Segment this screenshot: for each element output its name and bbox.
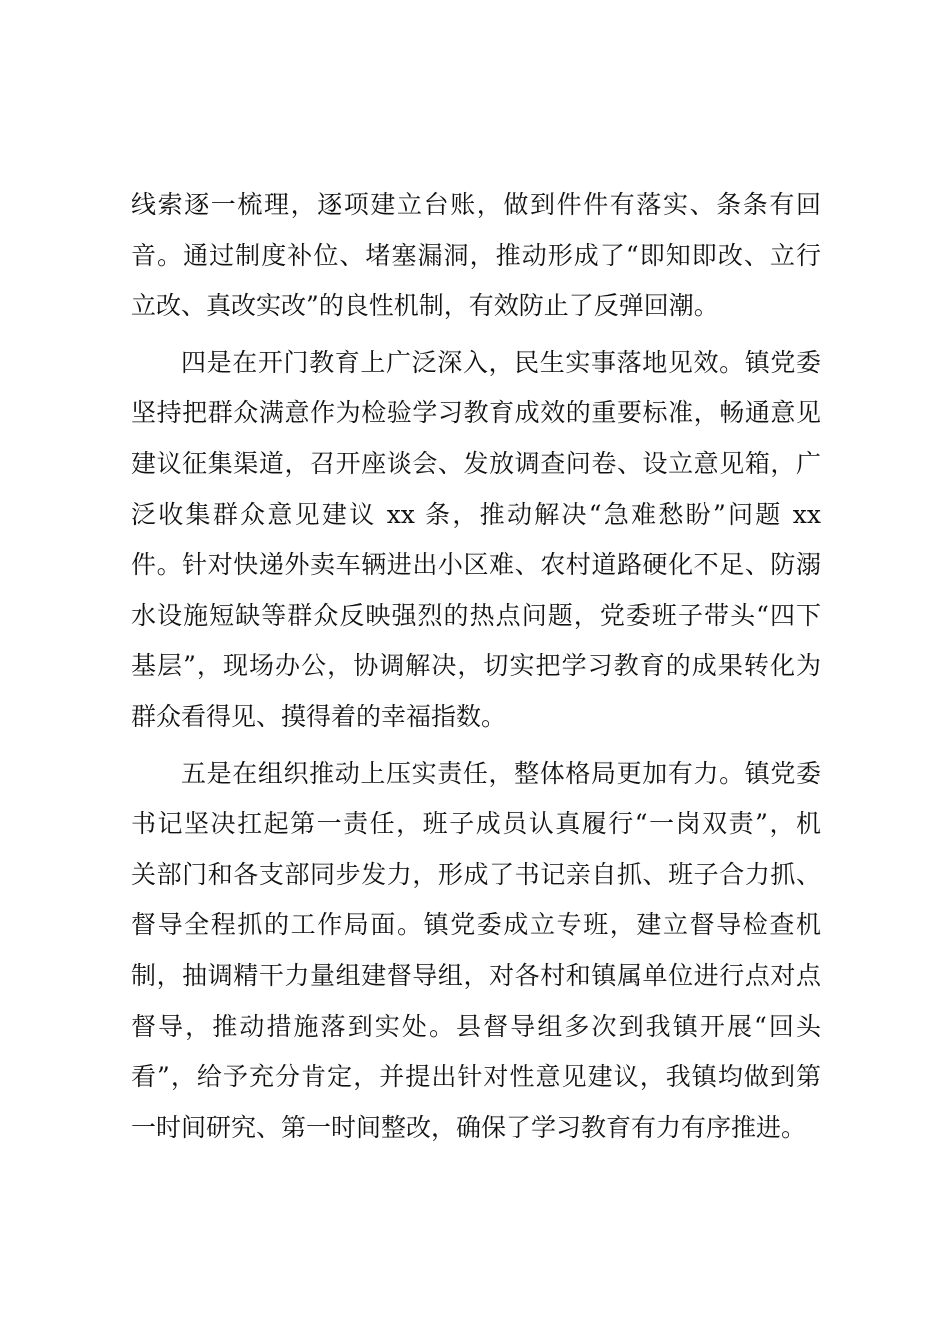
paragraph-point-five	[131, 749, 821, 1154]
text-line: 坚持把群众满意作为检验学习教育成效的重要标准，畅通意见	[131, 398, 821, 428]
text-line: 线索逐一梳理，逐项建立台账，做到件件有落实、条条有回	[131, 190, 821, 219]
text-line: 看”，给予充分肯定，并提出针对性意见建议，我镇均做到第	[131, 1062, 821, 1092]
text-line: 水设施短缺等群众反映强烈的热点问题，党委班子带头“四下	[131, 600, 821, 630]
text-line: 一时间研究、第一时间整改，确保了学习教育有力有序推进。	[131, 1112, 807, 1142]
paragraph-point-four	[131, 338, 821, 743]
text-line: 督导全程抓的工作局面。镇党委成立专班，建立督导检查机	[131, 910, 821, 940]
document-body	[131, 180, 821, 1159]
text-line: 立改、真改实改”的良性机制，有效防止了反弹回潮。	[131, 291, 719, 321]
text-line: 四是在开门教育上广泛深入，民生实事落地见效。镇党委	[181, 347, 821, 377]
text-line: 关部门和各支部同步发力，形成了书记亲自抓、班子合力抓、	[131, 859, 821, 889]
text-line: 泛收集群众意见建议 xx 条，推动解决“急难愁盼”问题 xx	[131, 499, 821, 529]
text-line: 五是在组织推动上压实责任，整体格局更加有力。镇党委	[181, 758, 821, 788]
text-line: 督导，推动措施落到实处。县督导组多次到我镇开展“回头	[131, 1011, 821, 1041]
text-line: 制，抽调精干力量组建督导组，对各村和镇属单位进行点对点	[131, 960, 821, 990]
text-line: 建议征集渠道，召开座谈会、发放调查问卷、设立意见箱，广	[131, 448, 821, 478]
text-line: 件。针对快递外卖车辆进出小区难、农村道路硬化不足、防溺	[131, 550, 821, 580]
text-line: 音。通过制度补位、堵塞漏洞，推动形成了“即知即改、立行	[131, 240, 821, 270]
text-line: 群众看得见、摸得着的幸福指数。	[131, 701, 507, 731]
text-line: 书记坚决扛起第一责任，班子成员认真履行“一岗双责”，机	[131, 809, 821, 839]
text-line: 基层”，现场办公，协调解决，切实把学习教育的成果转化为	[131, 651, 821, 681]
paragraph-continuation	[131, 180, 821, 332]
